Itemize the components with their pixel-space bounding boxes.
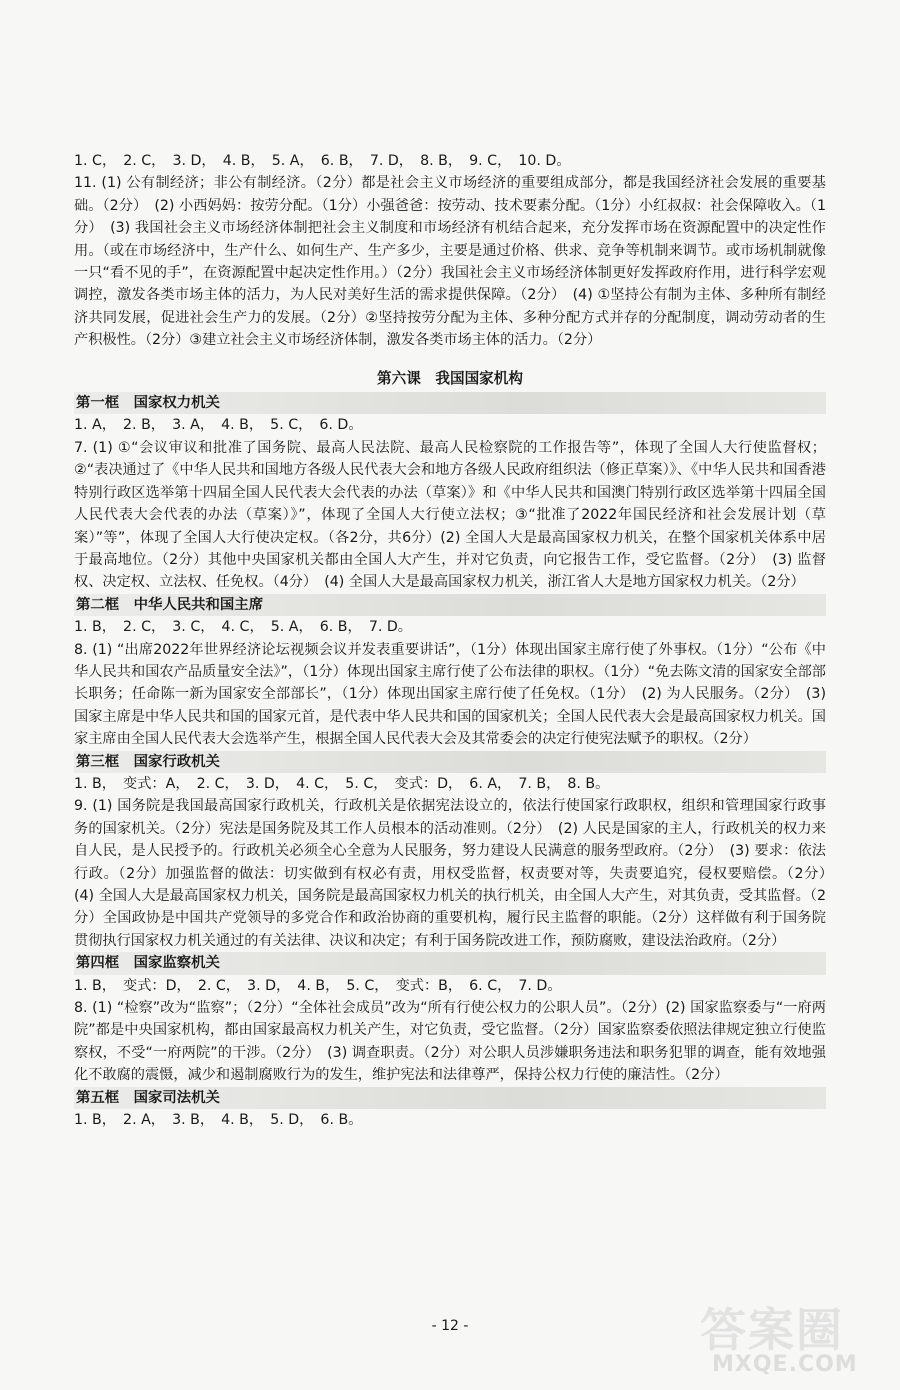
mc-answers-s3: 1. B， 变式：A， 2. C， 3. D， 4. C， 5. C， 变式：D， 6. A， 7. B， 8. B。: [74, 775, 610, 792]
section-title-3: 第三框 国家行政机关: [74, 751, 826, 773]
watermark-logo: [690, 1292, 890, 1382]
section-title-1: 第一框 国家权力机关: [74, 392, 826, 414]
answer-s3-q9: 9. (1) 国务院是我国最高国家行政机关，行政机关是依据宪法设立的，依法行使国家行政职权，组织和管理国家行政事务的国家机关。（2分）宪法是国务院及其工作人员根本的活动准则。（2分） (2) 人民是国家的主人，行政机关的权力来自人民，是人民授予的。行政机关必须全心全意为人民服务，努力建设人民满意的服务型政府。（2分） (3) 要求：依法行政。（2分）加强监督的做法：切实做到有权必有责，用权受监督，权责要对等，失责要追究，侵权要赔偿。（2分） (4) 全国人大是最高国家权力机关，国务院是最高国家权力机关的执行机关，由全国人大产生，对其负责，受其监督。（2分）全国政协是中国共产党领导的多党合作和政治协商的重要机构，履行民主监督的职能。（2分）这样做有利于国务院贯彻执行国家权力机关通过的有关法律、决议和决定；有利于国务院改进工作，预防腐败，建设法治政府。（2分）: [74, 798, 841, 949]
answer-s2-q8: 8. (1) “出席2022年世界经济论坛视频会议并发表重要讲话”，（1分）体现出国家主席行使了外事权。（1分）“公布《中华人民共和国农产品质量安全法》”，（1分）体现出国家主席行使了公布法律的职权。（1分）“免去陈文清的国家安全部部长职务；任命陈一新为国家安全部部长”，（1分）体现出国家主席行使了任免权。（1分） (2) 为人民服务。（2分） (3) 国家主席是中华人民共和国的国家元首，是代表中华人民共和国的国家机关；全国人民代表大会是最高国家权力机关。国家主席由全国人民代表大会选举产生，根据全国人民代表大会及其常委会的决定行使宪法赋予的职权。（2分）: [74, 641, 826, 748]
answer-s1-q7: 7. (1) ①“会议审议和批准了国务院、最高人民法院、最高人民检察院的工作报告等”，体现了全国人大行使监督权；②“表决通过了《中华人民共和国地方各级人民代表大会和地方各级人民政府组织法（修正草案）》、《中华人民共和国香港特别行政区选举第十四届全国人民代表大会代表的办法（草案）》和《中华人民共和国澳门特别行政区选举第十四届全国人民代表大会代表的办法（草案）》”，体现了全国人大行使立法权；③“批准了2022年国民经济和社会发展计划（草案）”等”，体现了全国人大行使决定权。（各2分，共6分）(2) 全国人大是最高国家权力机关，在整个国家机关体系中居于最高地位。（2分）其他中央国家机关都由全国人大产生，并对它负责，向它报告工作，受它监督。（2分） (3) 监督权、决定权、立法权、任免权。（4分） (4) 全国人大是最高国家权力机关，浙江省人大是地方国家权力机关。（2分）: [74, 439, 826, 591]
mc-answers-top: 1. C， 2. C， 3. D， 4. B， 5. A， 6. B， 7. D， 8. B， 9. C， 10. D。: [74, 153, 571, 169]
mc-answers-s2: 1. B， 2. C， 3. C， 4. C， 5. A， 6. B， 7. D。: [74, 619, 412, 636]
section-title-4: 第四框 国家监察机关: [74, 952, 826, 974]
mc-answers-s1: 1. A， 2. B， 3. A， 4. B， 5. C， 6. D。: [74, 417, 363, 434]
watermark-text: 答案圈: [700, 1303, 844, 1357]
mc-answers-s4: 1. B， 变式：D， 2. C， 3. D， 4. B， 5. C， 变式：B， 6. C， 7. D。: [74, 977, 562, 994]
watermark-url: MXQE.COM: [712, 1352, 858, 1377]
section-title-2: 第二框 中华人民共和国主席: [74, 594, 826, 616]
section-title-5: 第五框 国家司法机关: [74, 1087, 826, 1109]
answer-q11: 11. (1) 公有制经济；非公有制经济。（2分）都是社会主义市场经济的重要组成部分，都是我国经济社会发展的重要基础。（2分） (2) 小西妈妈：按劳分配。（1分）小强爸爸：按劳动、技术要素分配。（1分）小红叔叔：社会保障收入。（1分） (3) 我国社会主义市场经济体制把社会主义制度和市场经济有机结合起来，充分发挥市场在资源配置中的决定性作用。（或在市场经济中，生产什么、如何生产、生产多少，主要是通过价格、供求、竞争等机制来调节。或市场机制就像一只“看不见的手”，在资源配置中起决定性作用。）（2分）我国社会主义市场经济体制更好发挥政府作用，进行科学宏观调控，激发各类市场主体的活力，为人民对美好生活的需求提供保障。（2分） (4) ①坚持公有制为主体、多种所有制经济共同发展，促进社会生产力的发展。（2分）②坚持按劳分配为主体、多种分配方式并存的分配制度，调动劳动者的生产积极性。（2分）③建立社会主义市场经济体制，激发各类市场主体的活力。（2分）: [74, 175, 826, 349]
page-number: - 12 -: [431, 1318, 469, 1334]
mc-answers-s5: 1. B， 2. A， 3. B， 4. B， 5. D， 6. B。: [74, 1112, 363, 1129]
page-content: [74, 150, 841, 1131]
answer-s4-q8: 8. (1) “检察”改为“监察”；（2分）“全体社会成员”改为“所有行使公权力的公职人员”。（2分）(2) 国家监察委与“一府两院”都是中央国家机构，都由国家最高权力机关产生，对它负责，受它监督。（2分）国家监察委依照法律规定独立行使监察权，不受“一府两院”的干涉。（2分） (3) 调查职责。（2分）对公职人员涉嫌职务违法和职务犯罪的调查，能有效地强化不敢腐的震慑，减少和遏制腐败行为的发生，维护宪法和法律尊严，保持公权力行使的廉洁性。（2分）: [74, 1000, 826, 1084]
lesson-title: 第六课 我国国家机构: [377, 369, 523, 387]
